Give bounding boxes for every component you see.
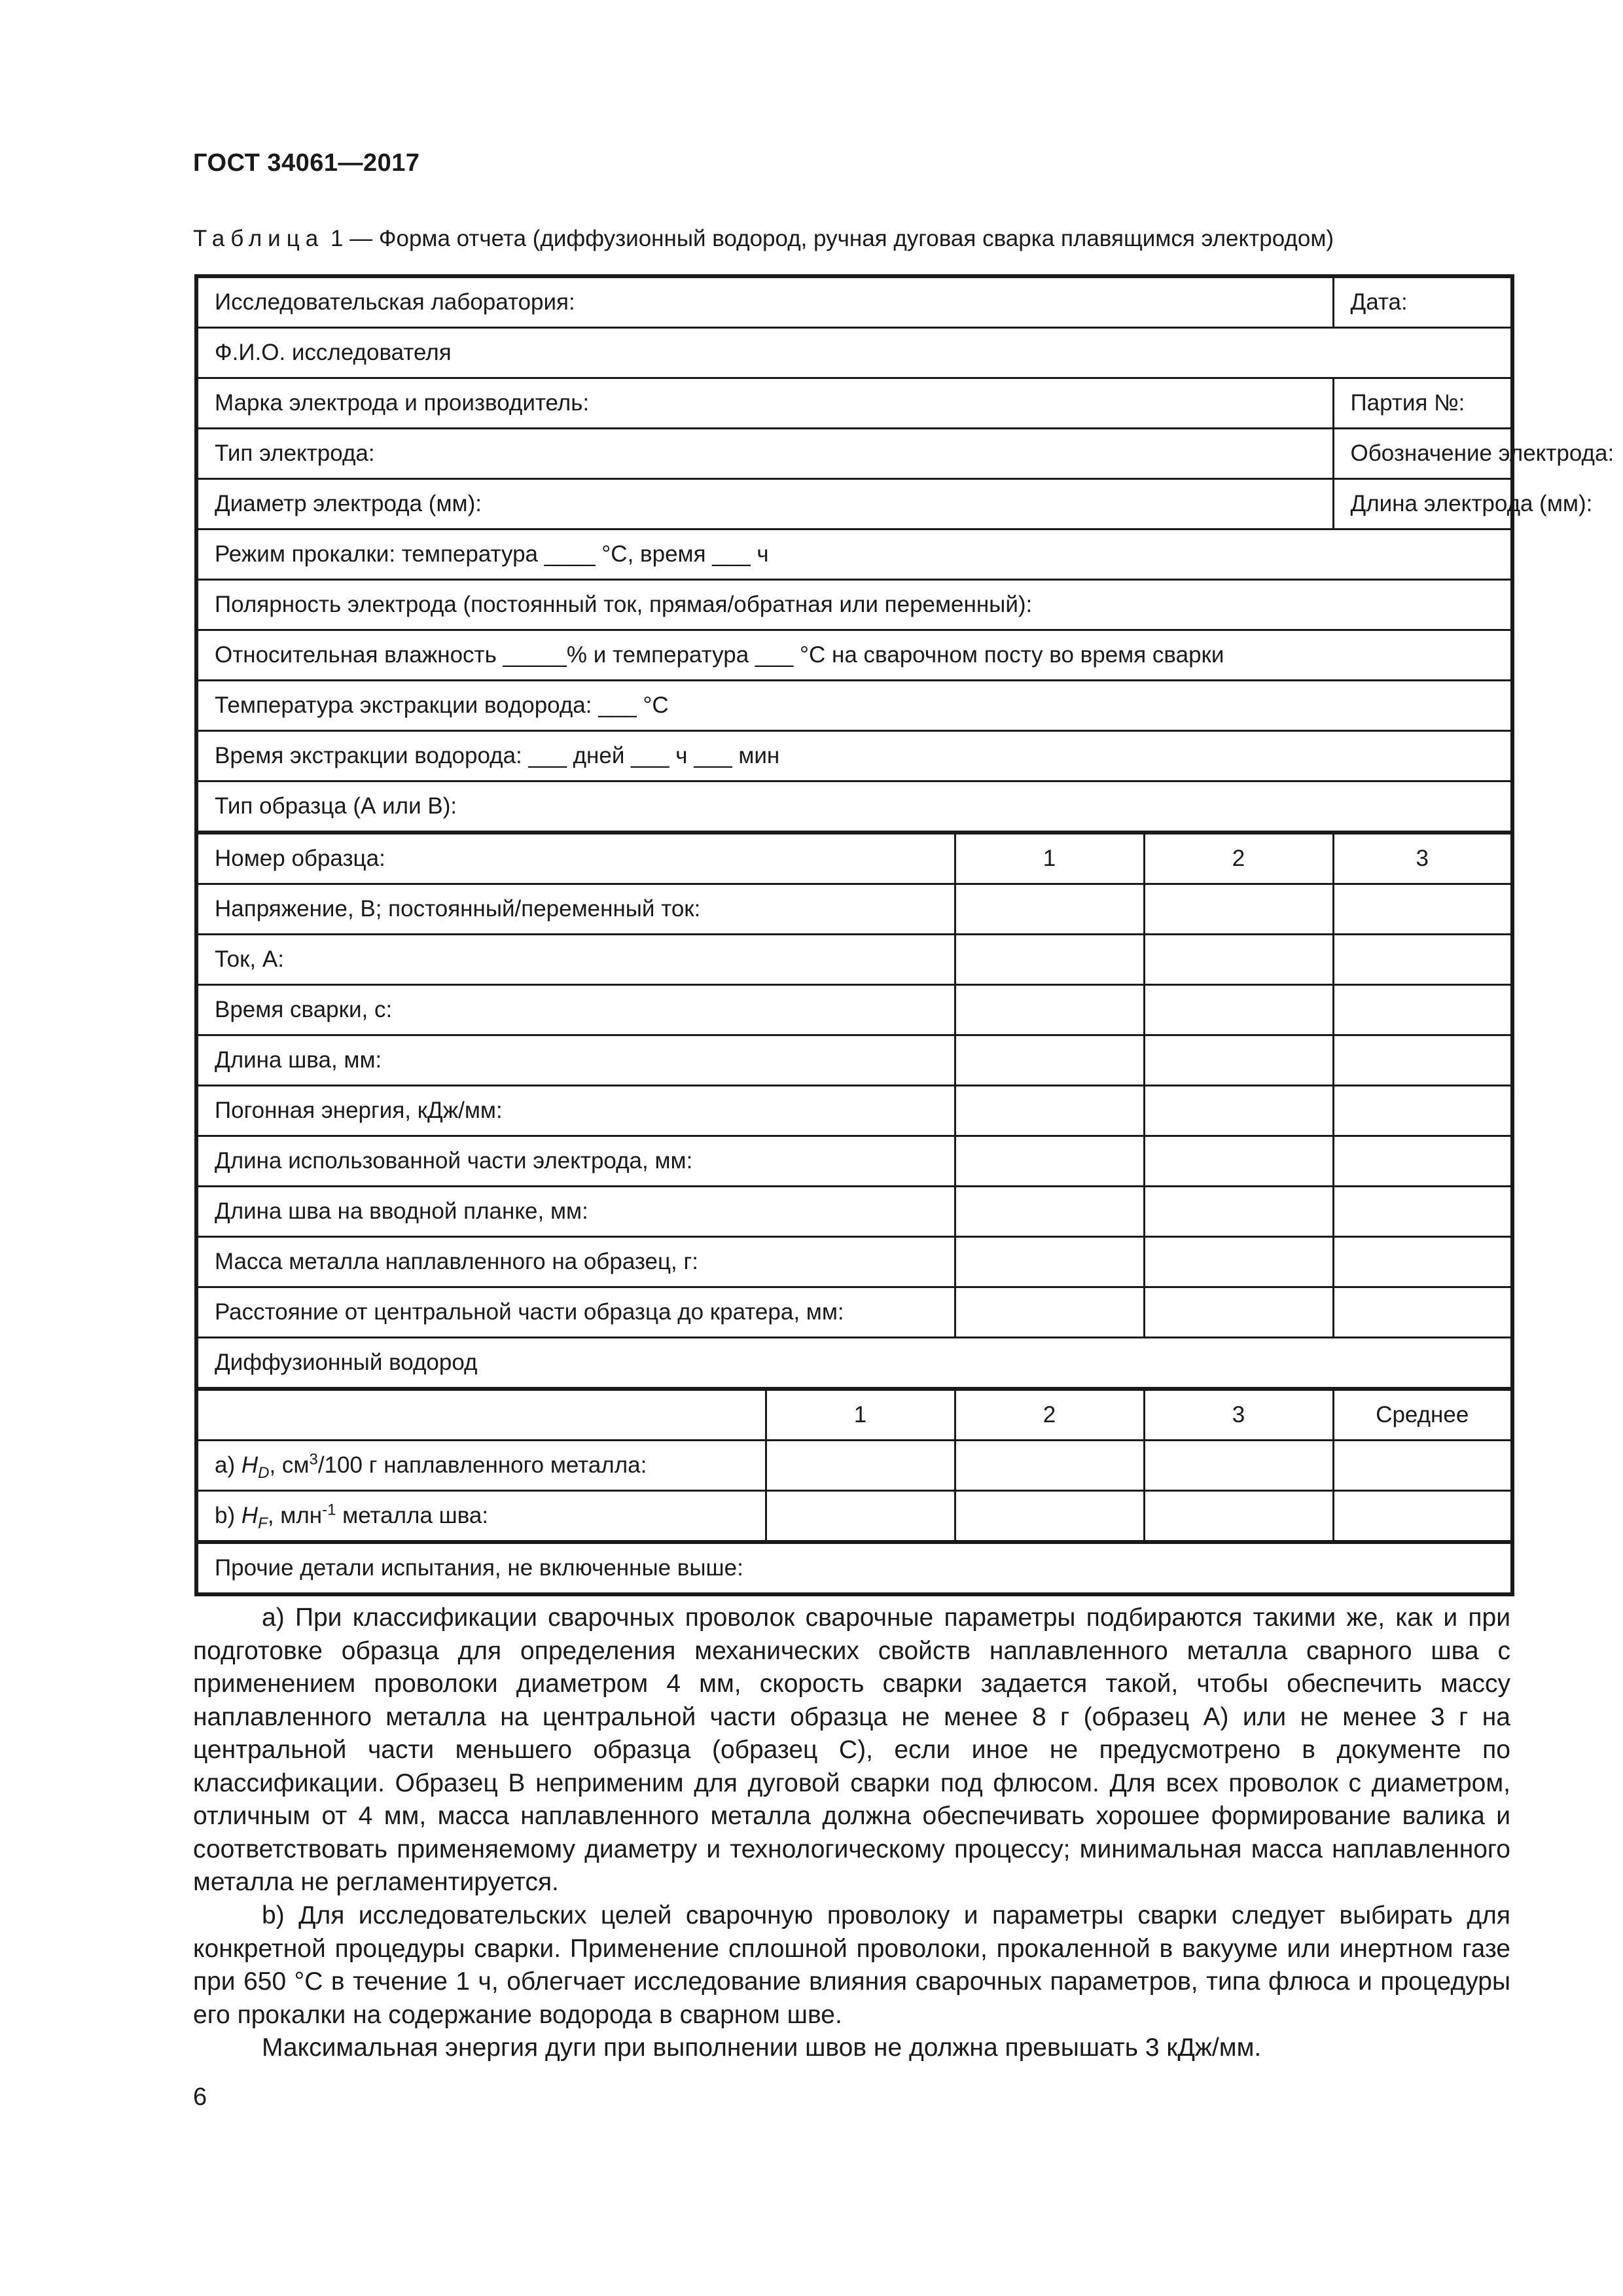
data-cell — [955, 1287, 1144, 1338]
data-cell — [1333, 985, 1512, 1035]
extraction-time-cell: Время экстракции водорода: ___ дней ___ ч ___ мин — [196, 731, 1512, 781]
paragraph-a — [193, 1602, 1510, 1899]
table-caption — [193, 226, 1334, 252]
data-cell — [955, 985, 1144, 1035]
hf-label — [196, 1491, 766, 1543]
table-row — [196, 1542, 1512, 1594]
data-cell — [1333, 1491, 1512, 1543]
data-cell — [955, 1491, 1144, 1543]
table-row — [196, 985, 1512, 1035]
data-cell — [955, 1136, 1144, 1187]
hd-var: H — [241, 1452, 259, 1478]
seam-length-label: Длина шва, мм: — [196, 1035, 955, 1086]
table-row — [196, 1338, 1512, 1390]
hf-var: H — [241, 1503, 259, 1528]
table-row — [196, 1237, 1512, 1287]
date-cell: Дата: — [1333, 276, 1512, 328]
data-cell — [1333, 1237, 1512, 1287]
paragraph-b-text: b) Для исследовательских целей сварочную проволоку и параметры сварки следует выбирать для конкретной процедуры сварки. Применение сплошной проволоки, прокаленной в вакууме или инертном газе при 650 °С в течение 1 ч, облегчает исследование влияния сварочных параметров, типа флюса и процедуры его прокалки на содержание водорода в сварном шве. — [193, 1901, 1510, 2029]
diffusion-col-average: Среднее — [1333, 1389, 1512, 1441]
table-row — [196, 328, 1512, 378]
table-row — [196, 884, 1512, 935]
table-row — [196, 479, 1512, 529]
table-row — [196, 833, 1512, 884]
hf-prefix: b) — [215, 1503, 241, 1528]
data-cell — [1144, 985, 1333, 1035]
deposited-mass-label: Масса металла наплавленного на образец, г: — [196, 1237, 955, 1287]
sample-col-3: 3 — [1333, 833, 1512, 884]
hf-sup: -1 — [322, 1501, 336, 1519]
table-caption-text: 1 — Форма отчета (диффузионный водород, ручная дуговая сварка плавящимся электродом) — [330, 226, 1334, 251]
runin-seam-length-label: Длина шва на вводной планке, мм: — [196, 1187, 955, 1237]
empty-header-cell — [196, 1389, 766, 1441]
hd-mid: , см — [269, 1452, 310, 1478]
sample-number-label: Номер образца: — [196, 833, 955, 884]
current-label: Ток, А: — [196, 935, 955, 985]
data-cell — [1333, 935, 1512, 985]
data-cell — [1333, 1136, 1512, 1187]
data-cell — [766, 1441, 955, 1491]
data-cell — [1333, 1035, 1512, 1086]
table-row — [196, 1086, 1512, 1136]
table-row — [196, 429, 1512, 479]
data-cell — [1333, 1086, 1512, 1136]
diffusion-title-cell: Диффузионный водород — [196, 1338, 1512, 1390]
data-cell — [955, 1237, 1144, 1287]
data-cell — [1144, 1086, 1333, 1136]
paragraph-a-text: a) При классификации сварочных проволок сварочные параметры подбираются такими же, как и при подготовке образца для определения механических свойств наплавленного металла сварного шва с применением проволоки диаметром 4 мм, скорость сварки задается такой, чтобы обеспечить массу наплавленного металла на центральной части образца не менее 8 г (образец А) или не менее 3 г на центральной части меньшего образца (образец С), если иное не предусмотрено в документе по классификации. Образец В неприменим для дуговой сварки под флюсом. Для всех проволок с диаметром, отличным от 4 мм, масса наплавленного металла должна обеспечивать хорошее формирование валика и соответствовать применяемому диаметру и технологическому процессу; минимальная масса наплавленного металла не регламентируется. — [193, 1604, 1510, 1896]
sample-col-2: 2 — [1144, 833, 1333, 884]
table-row — [196, 529, 1512, 580]
table-row — [196, 276, 1512, 328]
hf-mid: , млн — [267, 1503, 323, 1528]
data-cell — [1333, 884, 1512, 935]
diffusion-col-3: 3 — [1144, 1389, 1333, 1441]
data-cell — [1144, 1035, 1333, 1086]
data-cell — [955, 1086, 1144, 1136]
lab-cell: Исследовательская лаборатория: — [196, 276, 1333, 328]
electrode-length-cell: Длина электрода (мм): — [1333, 479, 1512, 529]
data-cell — [1144, 1491, 1333, 1543]
welding-time-label: Время сварки, с: — [196, 985, 955, 1035]
table-row — [196, 1389, 1512, 1441]
data-cell — [1144, 1136, 1333, 1187]
report-form-table — [194, 274, 1614, 1596]
heat-input-label: Погонная энергия, кДж/мм: — [196, 1086, 955, 1136]
data-cell — [1333, 1287, 1512, 1338]
table-row — [196, 935, 1512, 985]
paragraph-b — [193, 1899, 1510, 2032]
hf-sub: F — [258, 1515, 268, 1532]
table-row — [196, 1187, 1512, 1237]
table-row — [196, 378, 1512, 429]
table-row — [196, 1287, 1512, 1338]
voltage-label: Напряжение, В; постоянный/переменный ток: — [196, 884, 955, 935]
table-caption-word: Таблица — [193, 226, 325, 251]
data-cell — [955, 1035, 1144, 1086]
hd-sup: 3 — [309, 1450, 318, 1469]
table-row — [196, 731, 1512, 781]
diffusion-col-2: 2 — [955, 1389, 1144, 1441]
data-cell — [1144, 935, 1333, 985]
electrode-diameter-cell: Диаметр электрода (мм): — [196, 479, 1333, 529]
table-row — [196, 580, 1512, 630]
table-row — [196, 1491, 1512, 1543]
crater-distance-label: Расстояние от центральной части образца до кратера, мм: — [196, 1287, 955, 1338]
hd-rest: /100 г наплавленного металла: — [317, 1452, 647, 1478]
other-details-cell: Прочие детали испытания, не включенные выше: — [196, 1542, 1512, 1594]
humidity-cell: Относительная влажность _____% и температура ___ °С на сварочном посту во время сварки — [196, 630, 1512, 681]
data-cell — [1333, 1187, 1512, 1237]
data-cell — [955, 935, 1144, 985]
data-cell — [955, 1441, 1144, 1491]
electrode-type-cell: Тип электрода: — [196, 429, 1333, 479]
extraction-temp-cell: Температура экстракции водорода: ___ °С — [196, 681, 1512, 731]
researcher-cell: Ф.И.О. исследователя — [196, 328, 1512, 378]
table-row — [196, 1136, 1512, 1187]
sample-col-1: 1 — [955, 833, 1144, 884]
hd-sub: D — [258, 1464, 270, 1482]
diffusion-col-1: 1 — [766, 1389, 955, 1441]
data-cell — [1144, 884, 1333, 935]
data-cell — [1144, 1237, 1333, 1287]
electrode-designation-cell: Обозначение электрода: — [1333, 429, 1512, 479]
table-row — [196, 630, 1512, 681]
electrode-brand-cell: Марка электрода и производитель: — [196, 378, 1333, 429]
data-cell — [1144, 1187, 1333, 1237]
hd-label — [196, 1441, 766, 1491]
hf-rest: металла шва: — [336, 1503, 489, 1528]
data-cell — [766, 1491, 955, 1543]
baking-mode-cell: Режим прокалки: температура ____ °С, время ___ ч — [196, 529, 1512, 580]
data-cell — [1333, 1441, 1512, 1491]
used-electrode-length-label: Длина использованной части электрода, мм: — [196, 1136, 955, 1187]
sample-type-cell: Тип образца (А или В): — [196, 781, 1512, 833]
polarity-cell: Полярность электрода (постоянный ток, прямая/обратная или переменный): — [196, 580, 1512, 630]
data-cell — [955, 884, 1144, 935]
page-number: 6 — [193, 2083, 207, 2111]
table-row — [196, 1035, 1512, 1086]
paragraph-c-text: Максимальная энергия дуги при выполнении швов не должна превышать 3 кДж/мм. — [262, 2034, 1262, 2062]
data-cell — [1144, 1441, 1333, 1491]
table-row — [196, 681, 1512, 731]
data-cell — [955, 1187, 1144, 1237]
data-cell — [1144, 1287, 1333, 1338]
table-row — [196, 1441, 1512, 1491]
batch-cell: Партия №: — [1333, 378, 1512, 429]
paragraph-c — [193, 2032, 1510, 2065]
table-row — [196, 781, 1512, 833]
document-header: ГОСТ 34061—2017 — [193, 149, 420, 177]
hd-prefix: a) — [215, 1452, 241, 1478]
